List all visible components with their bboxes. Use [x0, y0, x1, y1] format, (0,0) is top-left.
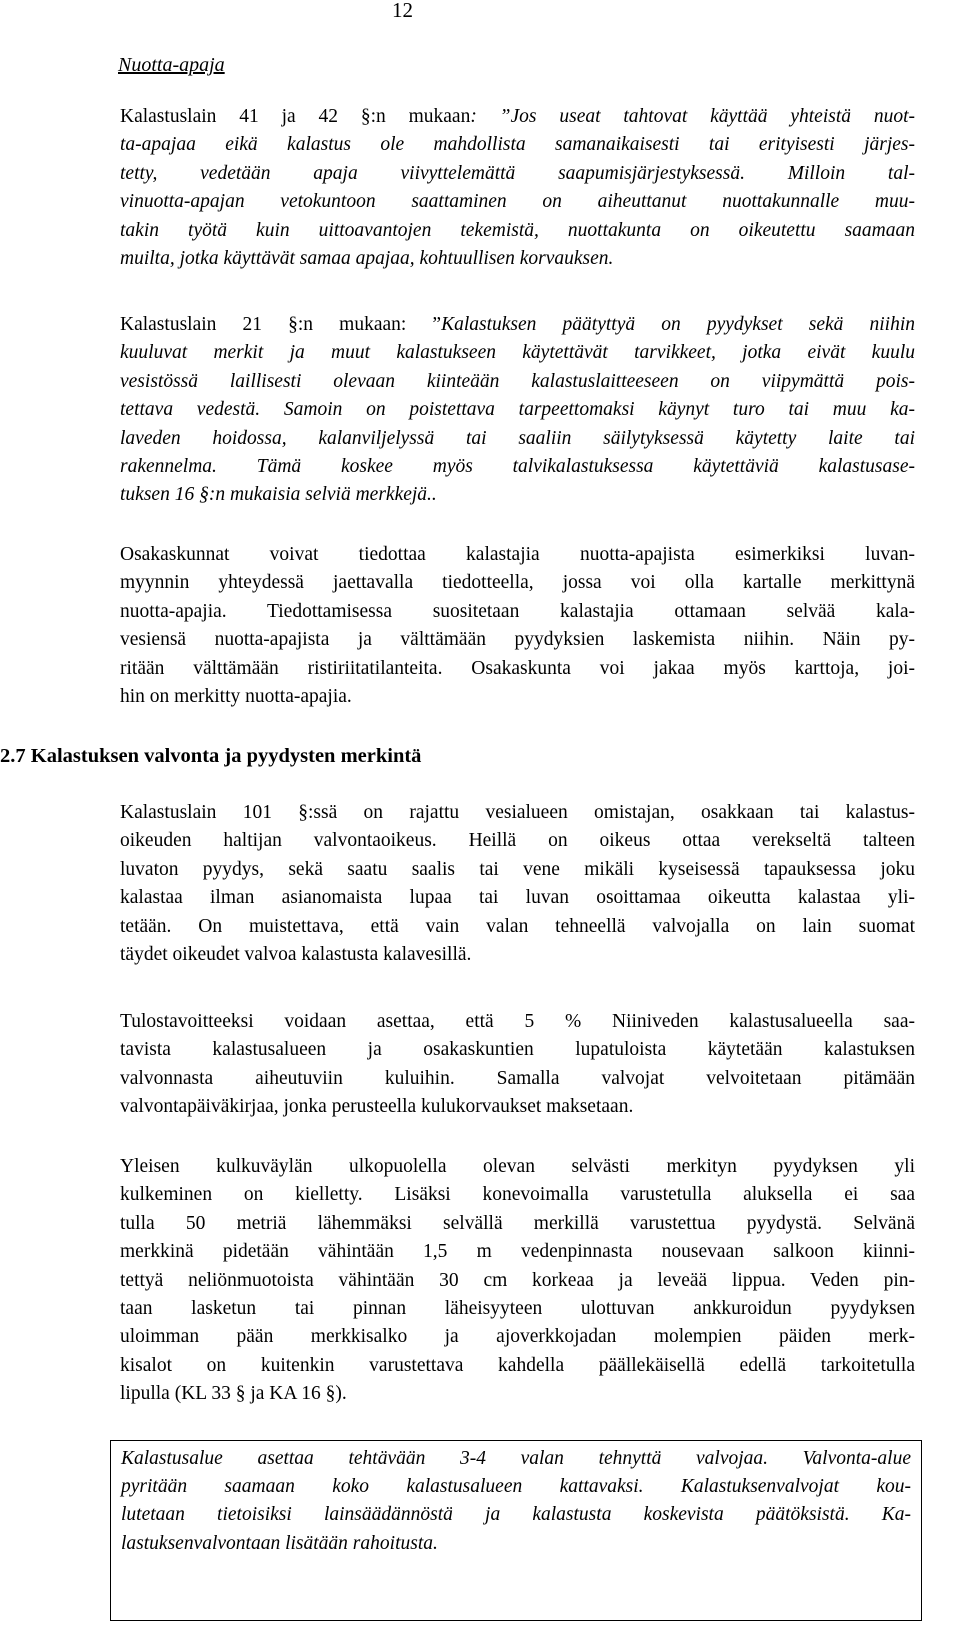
text-line: tetty, vedetään apaja viivyttelemättä saapumisjärjestyksessä. Milloin tal-	[120, 162, 915, 184]
note-box	[110, 1440, 922, 1621]
text-line: merkkinä pidetään vähintään 1,5 m vedenpinnasta nousevaan salkoon kiinni-	[120, 1241, 915, 1263]
text-line: tettyä neliönmuotoista vähintään 30 cm korkeaa ja leveää lippua. Veden pin-	[120, 1269, 915, 1291]
text-line: tulla 50 metriä lähemmäksi selvällä merkillä varustettua pyydystä. Selvänä	[120, 1212, 915, 1234]
text-line: luvaton pyydys, sekä saatu saalis tai vene mikäli kyseisessä tapauksessa joku	[120, 858, 915, 880]
text-line: tetään. On muistettava, että vain valan tehneellä valvojalla on lain suomat	[120, 915, 915, 937]
text-line: takin työtä kuin uittoavantojen tekemistä, nuottakunta on oikeutettu saamaan	[120, 219, 915, 241]
section-heading-2-7: 2.7 Kalastuksen valvonta ja pyydysten merkintä	[0, 745, 422, 767]
text-line: tavista kalastusalueen ja osakaskuntien lupatuloista käytetään kalastuksen	[120, 1039, 915, 1061]
text-line: pyritään saamaan koko kalastusalueen kattavaksi. Kalastuksenvalvojat kou-	[121, 1476, 911, 1498]
text-line: hin on merkitty nuotta-apajia.	[120, 686, 352, 708]
text-line: Kalastusalue asettaa tehtävään 3-4 valan tehnyttä valvojaa. Valvonta-alue	[121, 1448, 911, 1469]
paragraph-result-goal	[120, 1008, 915, 1122]
text-line: valvonnasta aiheutuviin kuluihin. Samalla valvojat velvoitetaan pitämään	[120, 1067, 915, 1089]
text-line: nuotta-apajia. Tiedottamisessa suositetaan kalastajia ottamaan selvää kala-	[120, 600, 915, 622]
text-line: tettava vedestä. Samoin on poistettava tarpeettomaksi käynyt turo tai muu ka-	[120, 399, 915, 421]
text-line: lutetaan tietoisiksi lainsäädännöstä ja kalastusta koskevista päätöksistä. Ka-	[121, 1504, 911, 1526]
text-line: taan lasketun tai pinnan läheisyyteen ulottuvan ankkuroidun pyydyksen	[120, 1298, 915, 1320]
paragraph-supervision-rights	[120, 799, 915, 969]
text-line: Osakaskunnat voivat tiedottaa kalastajia nuotta-apajista esimerkiksi luvan-	[120, 544, 915, 565]
page-number: 12	[392, 0, 413, 22]
paragraph-informing-fishers	[120, 541, 915, 711]
text-line: valvontapäiväkirjaa, jonka perusteella kulukorvaukset maksetaan.	[120, 1096, 634, 1118]
paragraph-gear-removal-law	[120, 311, 915, 510]
text-line: lastuksenvalvontaan lisätään rahoitusta.	[121, 1532, 438, 1554]
text-line: vesistössä laillisesti olevaan kiinteään kalastuslaitteeseen on viipymättä pois-	[120, 370, 915, 392]
text-line: muilta, jotka käyttävät samaa apajaa, kohtuullisen korvauksen.	[120, 248, 614, 270]
text-line: myynnin yhteydessä jaettavalla tiedotteella, jossa voi olla kartalle merkittynä	[120, 572, 915, 594]
text-line: Kalastuslain 21 §:n mukaan: ”Kalastuksen päätyttyä on pyydykset sekä niihin	[120, 314, 916, 335]
subheading-nuotta-apaja: Nuotta-apaja	[118, 54, 225, 76]
text-line: oikeuden haltijan valvontaoikeus. Heillä on oikeus ottaa verekseltä talteen	[120, 830, 915, 852]
text-line: ta-apajaa eikä kalastus ole mahdollista samanaikaisesti tai erityisesti järjes-	[120, 134, 915, 156]
paragraph-nuotta-apaja-law	[120, 103, 915, 273]
text-line: täydet oikeudet valvoa kalastusta kalavesillä.	[120, 944, 472, 966]
text-line: uloimman pään merkkisalko ja ajoverkkojadan molempien päiden merk-	[120, 1326, 915, 1348]
text-line: rakennelma. Tämä koskee myös talvikalastuksessa käytettäviä kalastusase-	[120, 456, 915, 478]
text-line: Kalastuslain 101 §:ssä on rajattu vesialueen omistajan, osakkaan tai kalastus-	[120, 802, 915, 823]
text-line: Tulostavoitteeksi voidaan asettaa, että 5 % Niiniveden kalastusalueella saa-	[120, 1011, 915, 1032]
text-line: tuksen 16 §:n mukaisia selviä merkkejä..	[120, 484, 437, 506]
text-line: kuuluvat merkit ja muut kalastukseen käytettävät tarvikkeet, jotka eivät kuulu	[120, 342, 915, 364]
text-line: Kalastuslain 41 ja 42 §:n mukaan: ”Jos useat tahtovat käyttää yhteistä nuot-	[120, 106, 915, 127]
text-line: Yleisen kulkuväylän ulkopuolella olevan selvästi merkityn pyydyksen yli	[120, 1156, 915, 1177]
paragraph-gear-marking	[120, 1153, 915, 1409]
text-line: ritään välttämään ristiriitatilanteita. Osakaskunta voi jakaa myös karttoja, joi-	[120, 657, 915, 679]
text-line: vinuotta-apajan vetokuntoon saattaminen on aiheuttanut nuottakunnalle muu-	[120, 191, 915, 213]
text-line: kisalot on kuitenkin varustettava kahdella päällekäisellä edellä tarkoitetulla	[120, 1354, 915, 1376]
text-line: vesiensä nuotta-apajista ja välttämään pyydyksien laskemista niihin. Näin py-	[120, 629, 915, 651]
text-line: lipulla (KL 33 § ja KA 16 §).	[120, 1383, 347, 1405]
text-line: kalastaa ilman asianomaista lupaa tai luvan osoittamaa oikeutta kalastaa yli-	[120, 887, 915, 909]
text-line: kulkeminen on kielletty. Lisäksi konevoimalla varustetulla aluksella ei saa	[120, 1184, 915, 1206]
text-line: laveden hoidossa, kalanviljelyssä tai saaliin säilytyksessä käytetty laite tai	[120, 427, 915, 449]
